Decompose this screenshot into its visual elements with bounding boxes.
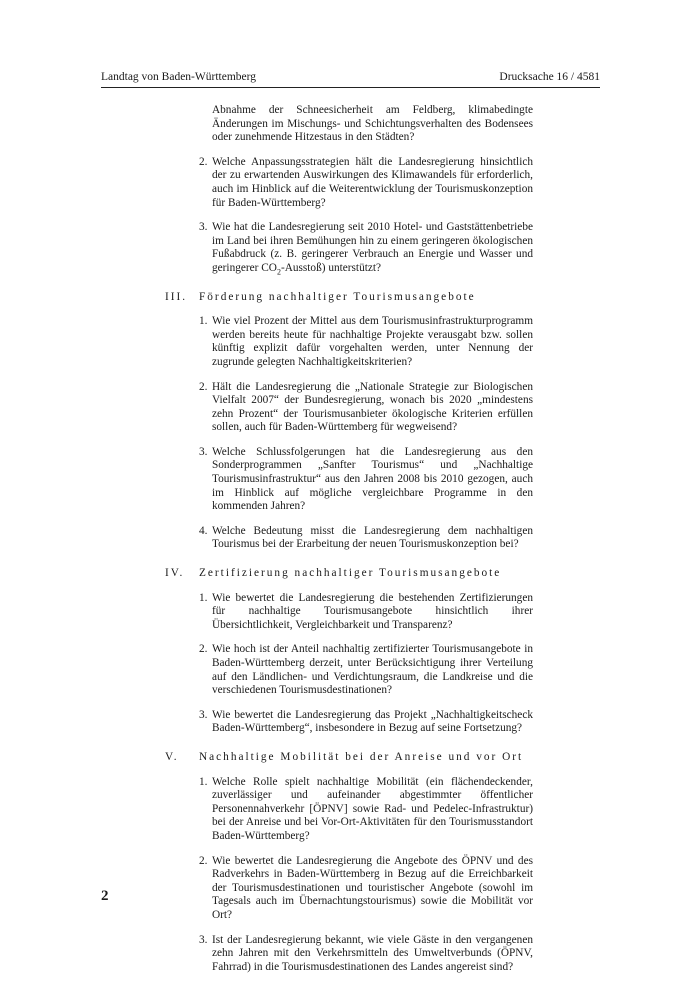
question-text-part: Wie hat die Landesregierung seit 2010 Hotel- und Gaststättenbetriebe im Land bei ihren Bemühungen hin zu einem geringeren ökologischen Fußabdruck (z. B. geringerer Verbrauch an Energie und Wasser und geringerer CO xyxy=(212,221,533,274)
question-number: 1. xyxy=(199,315,208,328)
question-text: Hält die Landesregierung die „Nationale Strategie zur Biologischen Vielfalt 2007“ der Bundesregierung, wonach bis 2020 „mindestens zehn Prozent“ der Tourismusanbieter ökologische Kriterien erfüllen sollen, auch für Baden-Württemberg für wegweisend? xyxy=(212,380,533,434)
question-item xyxy=(199,855,533,923)
question-text: Wie bewertet die Landesregierung die Angebote des ÖPNV und des Radverkehrs in Baden-Württemberg in Bezug auf die Erreichbarkeit der Tourismusdestinationen und touristischer Angebote (sowohl im Tagesals auch im Übernachtungstourismus) sowie die Mobilität vor Ort? xyxy=(212,854,533,921)
question-item xyxy=(199,221,533,275)
question-item xyxy=(199,709,533,736)
section-title: Nachhaltige Mobilität bei der Anreise und vor Ort xyxy=(199,750,524,763)
section-title: Zertifizierung nachhaltiger Tourismusangebote xyxy=(199,567,502,580)
section-heading-iv xyxy=(165,567,545,581)
header-left-title: Landtag von Baden-Württemberg xyxy=(101,71,256,83)
question-item xyxy=(199,446,533,514)
question-text: Welche Bedeutung misst die Landesregierung dem nachhaltigen Tourismus bei der Erarbeitung der neuen Tourismuskonzeption bei? xyxy=(212,524,533,551)
question-text xyxy=(212,221,533,275)
question-text: Welche Schlussfolgerungen hat die Landesregierung aus den Sonderprogrammen „Sanfter Tourismus“ und „Nachhaltige Tourismusinfrastruktur“ aus den Jahren 2008 bis 2010 gezogen, auch im Hinblick auf mögliche vergleichbare Programme in den kommenden Jahren? xyxy=(212,445,533,513)
question-item xyxy=(199,643,533,697)
section-heading-iii xyxy=(165,291,545,305)
question-text-part: -Ausstoß) unterstützt? xyxy=(280,261,382,274)
question-number: 3. xyxy=(199,445,208,458)
question-number: 2. xyxy=(199,380,208,393)
question-number: 3. xyxy=(199,933,208,946)
page-header xyxy=(101,70,600,84)
question-number: 1. xyxy=(199,591,208,604)
question-text: Ist der Landesregierung bekannt, wie viele Gäste in den vergangenen zehn Jahren mit den Verkehrsmitteln des Umweltverbunds (ÖPNV, Fahrrad) in die Tourismusdestinationen des Landes angereist sind? xyxy=(212,933,533,973)
question-item xyxy=(199,156,533,210)
section-title: Förderung nachhaltiger Tourismusangebote xyxy=(199,290,476,303)
question-number: 4. xyxy=(199,524,208,537)
question-number: 3. xyxy=(199,708,208,721)
question-number: 1. xyxy=(199,775,208,788)
header-rule xyxy=(101,87,600,88)
question-number: 3. xyxy=(199,221,208,234)
subscript-two: 2 xyxy=(276,267,281,277)
question-item xyxy=(199,315,533,369)
question-text: Welche Rolle spielt nachhaltige Mobilität (ein flächendeckender, zuverlässiger und aufeinander abgestimmter öffentlicher Personennahverkehr [ÖPNV] sowie Rad- und Pedelec-Infrastruktur) bei der Anreise und bei Vor-Ort-Aktivitäten für den Tourismusstandort Baden-Württemberg? xyxy=(212,775,533,842)
question-number: 2. xyxy=(199,155,208,168)
question-item xyxy=(199,776,533,844)
question-number: 2. xyxy=(199,854,208,867)
question-item xyxy=(199,592,533,633)
question-number: 2. xyxy=(199,643,208,656)
question-text: Wie viel Prozent der Mittel aus dem Tourismusinfrastrukturprogramm werden bereits heute für nachhaltige Projekte verausgabt bzw. sollen künftig explizit dafür vorgehalten werden, unter Nennung der zugrunde gelegten Nachhaltigkeitskriterien? xyxy=(212,315,533,368)
question-text: Welche Anpassungsstrategien hält die Landesregierung hinsichtlich der zu erwartenden Auswirkungen des Klimawandels für erforderlich, auch im Hinblick auf die Weiterentwicklung der Tourismuskonzeption für Baden-Württemberg? xyxy=(212,155,533,209)
question-item xyxy=(199,525,533,552)
section-roman-numeral: V. xyxy=(165,750,179,763)
header-document-number: Drucksache 16 / 4581 xyxy=(499,71,600,83)
question-text: Wie hoch ist der Anteil nachhaltig zertifizierter Tourismusangebote in Baden-Württemberg derzeit, unter Berücksichtigung ihrer Verteilung auf den Ländlichen- und Verdichtungsraum, die Landkreise und die verschiedenen Tourismusdestinationen? xyxy=(212,643,533,697)
question-item xyxy=(199,381,533,435)
section-roman-numeral: IV. xyxy=(165,567,185,580)
intro-continuation: Abnahme der Schneesicherheit am Feldberg, klimabedingte Änderungen im Mischungs- und Schichtungsverhalten des Bodensees oder zunehmende Hitzestaus in den Städten? xyxy=(212,104,533,144)
page-number: 2 xyxy=(101,888,109,904)
section-heading-v xyxy=(165,751,545,765)
section-roman-numeral: III. xyxy=(165,290,188,303)
question-text: Wie bewertet die Landesregierung die bestehenden Zertifizierungen für nachhaltige Tourismusangebote hinsichtlich ihrer Übersichtlichkeit, Vergleichbarkeit und Transparenz? xyxy=(212,591,533,631)
question-item xyxy=(199,934,533,975)
question-text: Wie bewertet die Landesregierung das Projekt „Nachhaltigkeitscheck Baden-Württemberg“, insbesondere in Bezug auf seine Fortsetzung? xyxy=(212,708,533,735)
page-content xyxy=(0,104,700,974)
